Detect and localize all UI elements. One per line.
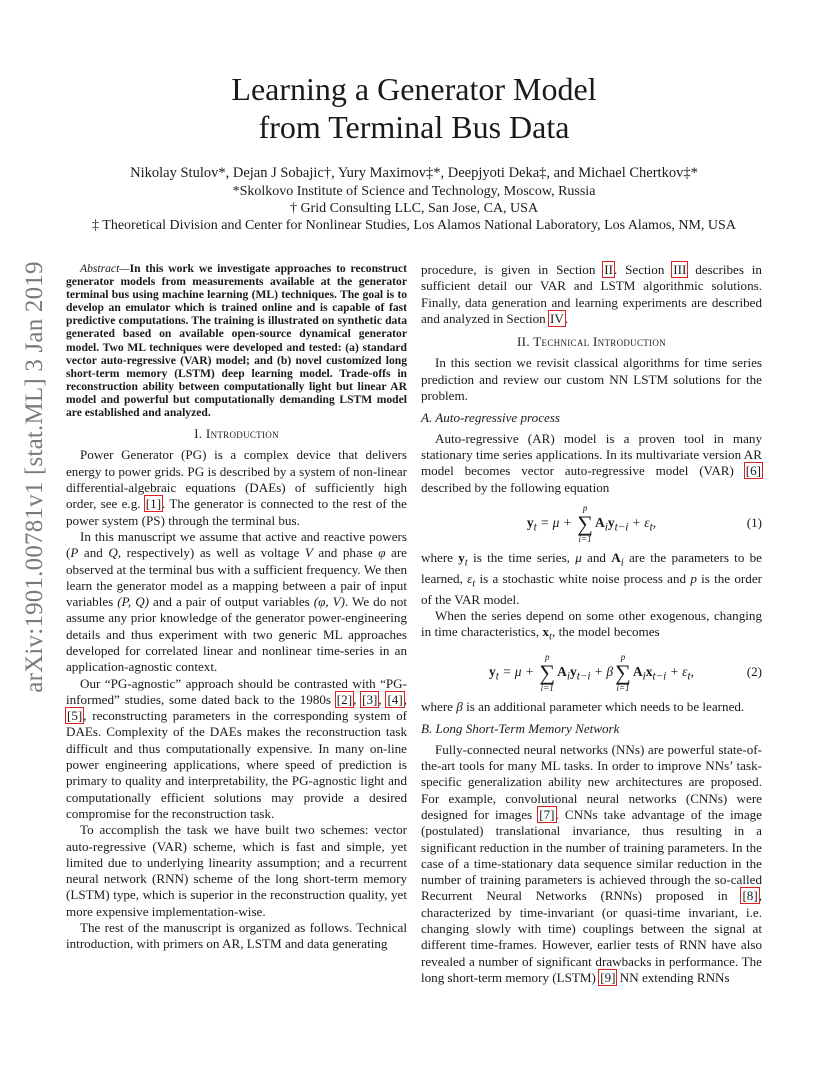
equation-2-body: $y_t = \mu$ + p ∑ i=1 $A_iy_{t-i} + \beta$ p ∑ i=1 $A_ix_{t-i} + \varepsilon_t$, <box>488 652 695 694</box>
abstract-text: In this work we investigate approaches to reconstruct generator models from measurements available at the generator terminal bus using machine learning (ML) techniques. The goal is to develop an emulator which is trained online and is capable of fast predictive computations. The training is illustrated on synthetic data generated based on available open-source dynamical generator model. Two ML techniques were developed and tested: (a) standard vector auto-regressive (VAR) model; and (b) novel customized long short-term memory (LSTM) deep learning model. Trade-offs in reconstruction ability between computationally light but linear AR model and powerful but computationally demanding LSTM model are established and analyzed. <box>66 262 407 420</box>
paper-title <box>0 70 828 146</box>
intro-paragraph-5: The rest of the manuscript is organized as follows. Technical introduction, with primers on AR, LSTM and data generating <box>66 920 407 952</box>
equation-2-number: (2) <box>746 664 762 680</box>
intro-paragraph-3: Our “PG-agnostic” approach should be contrasted with “PG-informed” studies, some dated back to the 1980s [2], [3], [4], [5], reconstructing parameters in the corresponding system of DAEs. Complexity of the DAEs makes the reconstruction task difficult and thus computationally expensive. In many on-line power engineering applications, where speed of prediction is primary to quality and interpretability, the PG-agnostic light and computationally efficient solutions may provide a desired compromise for the reconstruction task. <box>66 675 407 821</box>
intro-paragraph-4: To accomplish the task we have built two schemes: vector auto-regressive (VAR) scheme, which is fast and simple, yet limited due to underlying linearity assumption; and a recurrent neural network (RNN) scheme of the long short-term memory (LSTM) type, which is superior in the reconstruction quality, yet more expensive implementation-wise. <box>66 822 407 919</box>
affiliation-1: *Skolkovo Institute of Science and Technology, Moscow, Russia <box>232 184 596 199</box>
right-column <box>421 262 762 986</box>
equation-1-body: $y_t = \mu$ + p ∑ i=1 $A_iy_{t-i} + \varepsilon_t$, <box>526 502 657 544</box>
subsection-b-heading: B. Long Short-Term Memory Network <box>421 721 620 737</box>
equation-2 <box>421 645 762 699</box>
left-column <box>66 262 407 953</box>
section-link[interactable]: III <box>673 262 687 277</box>
abstract-lead: Abstract— <box>80 262 130 275</box>
citation-link[interactable]: [2] <box>336 691 353 707</box>
ar-paragraph-3: When the series depend on some other exogenous, changing in time characteristics, $x_t$, the model becomes <box>421 607 762 643</box>
citation-link[interactable]: [6] <box>745 463 761 479</box>
title-line-1: Learning a Generator Model <box>231 71 597 107</box>
ar-paragraph-2: where $y_t$ is the time series, μ and $A_i$ are the parameters to be learned, $\varepsilon_t$ is a stochastic white noise process and p is the order of the VAR model. <box>421 549 762 607</box>
citation-link[interactable]: [9] <box>600 969 616 985</box>
abstract <box>66 262 407 419</box>
equation-1-number: (1) <box>746 514 762 530</box>
citation-link[interactable]: [7] <box>539 806 555 822</box>
affiliation-3: ‡ Theoretical Division and Center for Nonlinear Studies, Los Alamos National Laboratory, Los Alamos, NM, USA <box>92 218 736 233</box>
section-link[interactable]: II <box>604 262 613 277</box>
ar-paragraph-4: where β is an additional parameter which needs to be learned. <box>421 699 745 715</box>
intro-paragraph-1: Power Generator (PG) is a complex device that delivers energy to power grids. PG is described by a system of non-linear differential-algebraic equations (DAEs) of sufficiently high order, see e.g. [1]. The generator is connected to the rest of the power system (PS) through the terminal bus. <box>66 447 407 528</box>
citation-link[interactable]: [5] <box>67 708 83 724</box>
author-block <box>0 163 828 234</box>
summation-symbol: p ∑ i=1 <box>539 652 556 694</box>
affiliation-2: † Grid Consulting LLC, San Jose, CA, USA <box>289 201 539 216</box>
citation-link[interactable]: [4] <box>387 691 403 707</box>
intro-paragraph-2: In this manuscript we assume that active and reactive powers (P and Q, respectively) as well as voltage V and phase φ are observed at the terminal bus with a sufficient frequency. We then learn the generator model as a mapping between a pair of input variables (P, Q) and a pair of output variables (φ, V). We do not assume any prior knowledge of the generator power-engineering details and thus experiment with two generic ML approaches developed for correlated linear and nonlinear time-series in an application-agnostic context. <box>66 528 407 675</box>
title-line-2: from Terminal Bus Data <box>258 109 570 145</box>
section-2-heading: II. Technical Introduction <box>517 334 666 350</box>
summation-symbol: p ∑ i=1 <box>577 502 593 544</box>
summation-symbol: p ∑ i=1 <box>615 652 631 694</box>
equation-1 <box>421 496 762 550</box>
arxiv-identifier: arXiv:1901.00781v1 [stat.ML] 3 Jan 2019 <box>21 261 48 693</box>
citation-link[interactable]: [1] <box>145 496 162 512</box>
citation-link[interactable]: [8] <box>742 888 758 904</box>
section-1-heading: I. Introduction <box>194 426 279 442</box>
subsection-a-heading: A. Auto-regressive process <box>421 410 561 426</box>
citation-link[interactable]: [3] <box>362 691 378 707</box>
author-names: Nikolay Stulov*, Dejan J Sobajic†, Yury Maximov‡*, Deepjyoti Deka‡, and Michael Chertkov‡* <box>130 165 698 181</box>
ar-paragraph-1: Auto-regressive (AR) model is a proven tool in many stationary time series applications. In its multivariate version AR model becomes vector auto-regressive model (VAR) [6] described by the following equation <box>421 430 762 495</box>
section-link[interactable]: IV <box>549 310 564 326</box>
section-2-intro: In this section we revisit classical algorithms for time series prediction and review our custom NN LSTM solutions for the problem. <box>421 355 762 404</box>
intro-paragraph-5-continued: procedure, is given in Section II. Section III describes in sufficient detail our VAR and LSTM algorithmic solutions. Finally, data generation and learning experiments are described and analyzed in Section IV. <box>421 262 762 326</box>
lstm-paragraph-1: Fully-connected neural networks (NNs) are powerful state-of-the-art tools for many ML tasks. In order to improve NNs’ task-specific generalization ability new architectures are proposed. For example, convolutional neural networks (CNNs) were designed for images [7]. CNNs take advantage of the image (postulated) translational invariance, thus resulting in a significant reduction in the number of training parameters. In the case of a time-stationary data sequence similar reduction in the number of training parameters is achieved through the so-called Recurrent Neural Networks (RNNs) proposed in [8], characterized by time-invariant (or quasi-time invariant, i.e. changing slowly with time) couplings between the signal at different time-frames. However, earlier tests of RNN have also revealed a number of significant drawbacks in performance. The long short-term memory (LSTM) [9] NN extending RNNs <box>421 741 762 985</box>
